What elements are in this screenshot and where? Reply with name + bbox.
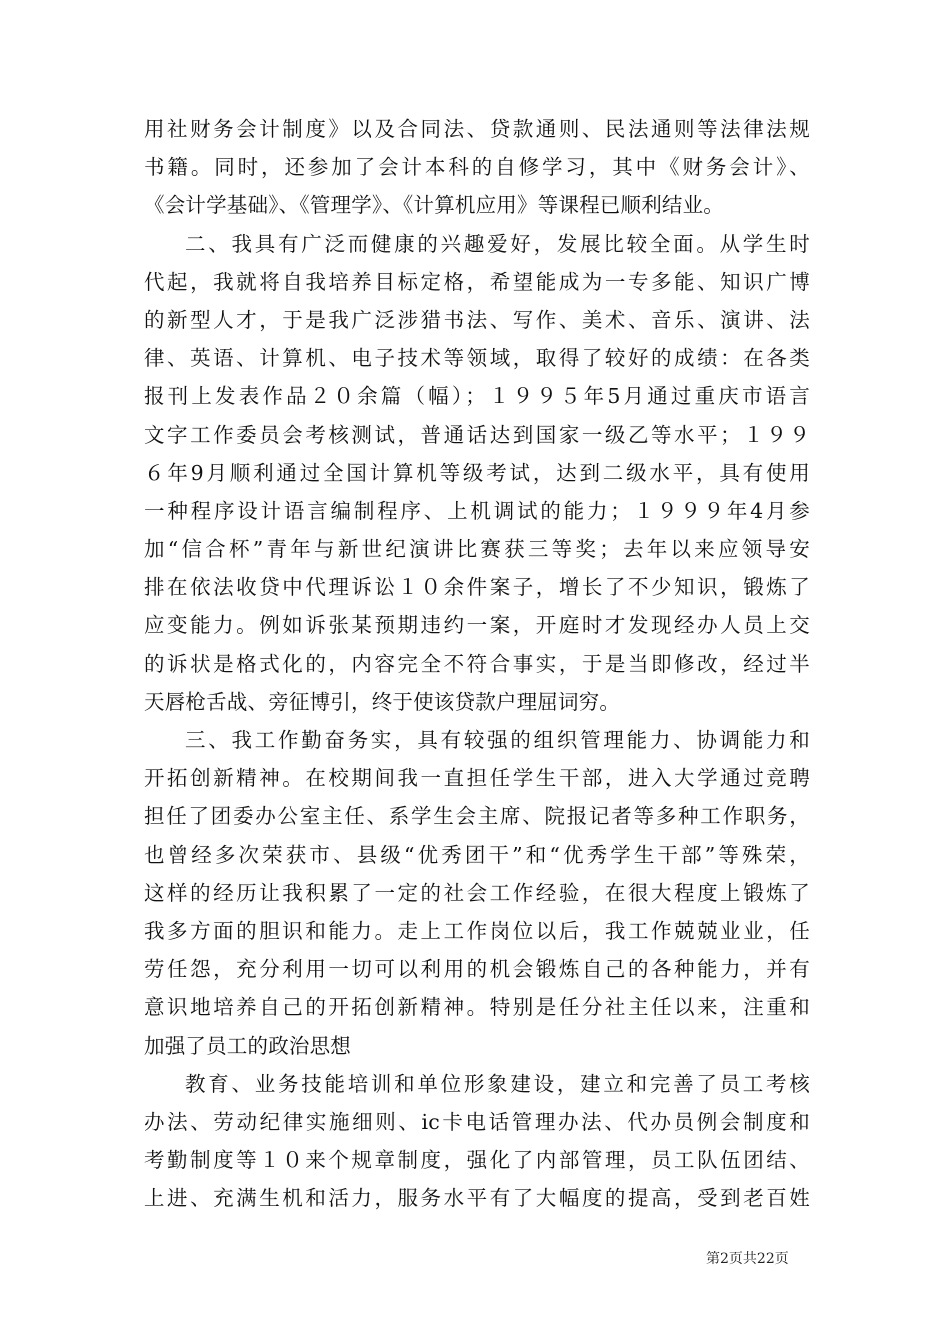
text-line: 文字工作委员会考核测试，普通话达到国家一级乙等水平；１９９ xyxy=(144,422,810,447)
text-line: 《会计学基础》、《管理学》、《计算机应用》等课程已顺利结业。 xyxy=(144,193,724,218)
text-line: 书籍。同时，还参加了会计本科的自修学习，其中《财务会计》、 xyxy=(144,155,810,180)
text-line: 应变能力。例如诉张某预期违约一案，开庭时才发现经办人员上交 xyxy=(144,613,810,638)
text-line: 担任了团委办公室主任、系学生会主席、院报记者等多种工作职务， xyxy=(144,804,810,829)
text-line: 用社财务会计制度》以及合同法、贷款通则、民法通则等法律法规 xyxy=(144,117,810,141)
text-line: 上进、充满生机和活力，服务水平有了大幅度的提高，受到老百姓 xyxy=(144,1186,810,1211)
paragraph-start-line: 三、我工作勤奋务实，具有较强的组织管理能力、协调能力和 xyxy=(185,728,810,752)
paragraph-start-line: 二、我具有广泛而健康的兴趣爱好，发展比较全面。从学生时 xyxy=(185,231,810,256)
text-line: 我多方面的胆识和能力。走上工作岗位以后，我工作兢兢业业，任 xyxy=(144,918,810,943)
text-line: 天唇枪舌战、旁征博引，终于使该贷款户理屈词穷。 xyxy=(144,689,621,714)
text-line: 的新型人才，于是我广泛涉猎书法、写作、美术、音乐、演讲、法 xyxy=(144,307,810,332)
text-line: 律、英语、计算机、电子技术等领域，取得了较好的成绩：在各类 xyxy=(144,346,810,371)
text-line: 考勤制度等１０来个规章制度，强化了内部管理，员工队伍团结、 xyxy=(144,1148,810,1173)
text-line: 代起，我就将自我培养目标定格，希望能成为一专多能、知识广博 xyxy=(144,269,810,294)
text-line: 一种程序设计语言编制程序、上机调试的能力；１９９９年4月参 xyxy=(144,498,810,523)
text-line: 排在依法收贷中代理诉讼１０余件案子，增长了不少知识，锻炼了 xyxy=(144,575,810,600)
text-line: 报刊上发表作品２０余篇（幅）；１９９５年5月通过重庆市语言 xyxy=(144,384,810,409)
paragraph-start-line: 教育、业务技能培训和单位形象建设，建立和完善了员工考核 xyxy=(185,1071,810,1096)
text-line: 劳任怨，充分利用一切可以利用的机会锻炼自己的各种能力，并有 xyxy=(144,957,810,982)
document-body xyxy=(144,110,810,1217)
text-line: ６年9月顺利通过全国计算机等级考试，达到二级水平，具有使用 xyxy=(144,460,810,485)
text-line: 这样的经历让我积累了一定的社会工作经验，在很大程度上锻炼了 xyxy=(144,880,810,905)
text-line: 加“信合杯”青年与新世纪演讲比赛获三等奖；去年以来应领导安 xyxy=(144,537,810,562)
page-number: 第2页共22页 xyxy=(706,1251,789,1267)
text-line: 的诉状是格式化的，内容完全不符合事实，于是当即修改，经过半 xyxy=(144,651,810,676)
text-line: 意识地培养自己的开拓创新精神。特别是任分社主任以来，注重和 xyxy=(144,995,810,1020)
text-line: 加强了员工的政治思想 xyxy=(144,1033,351,1058)
text-line: 也曾经多次荣获市、县级“优秀团干”和“优秀学生干部”等殊荣， xyxy=(144,842,810,867)
text-line: 开拓创新精神。在校期间我一直担任学生干部，进入大学通过竞聘 xyxy=(144,766,810,791)
text-line: 办法、劳动纪律实施细则、ic卡电话管理办法、代办员例会制度和 xyxy=(144,1109,810,1134)
